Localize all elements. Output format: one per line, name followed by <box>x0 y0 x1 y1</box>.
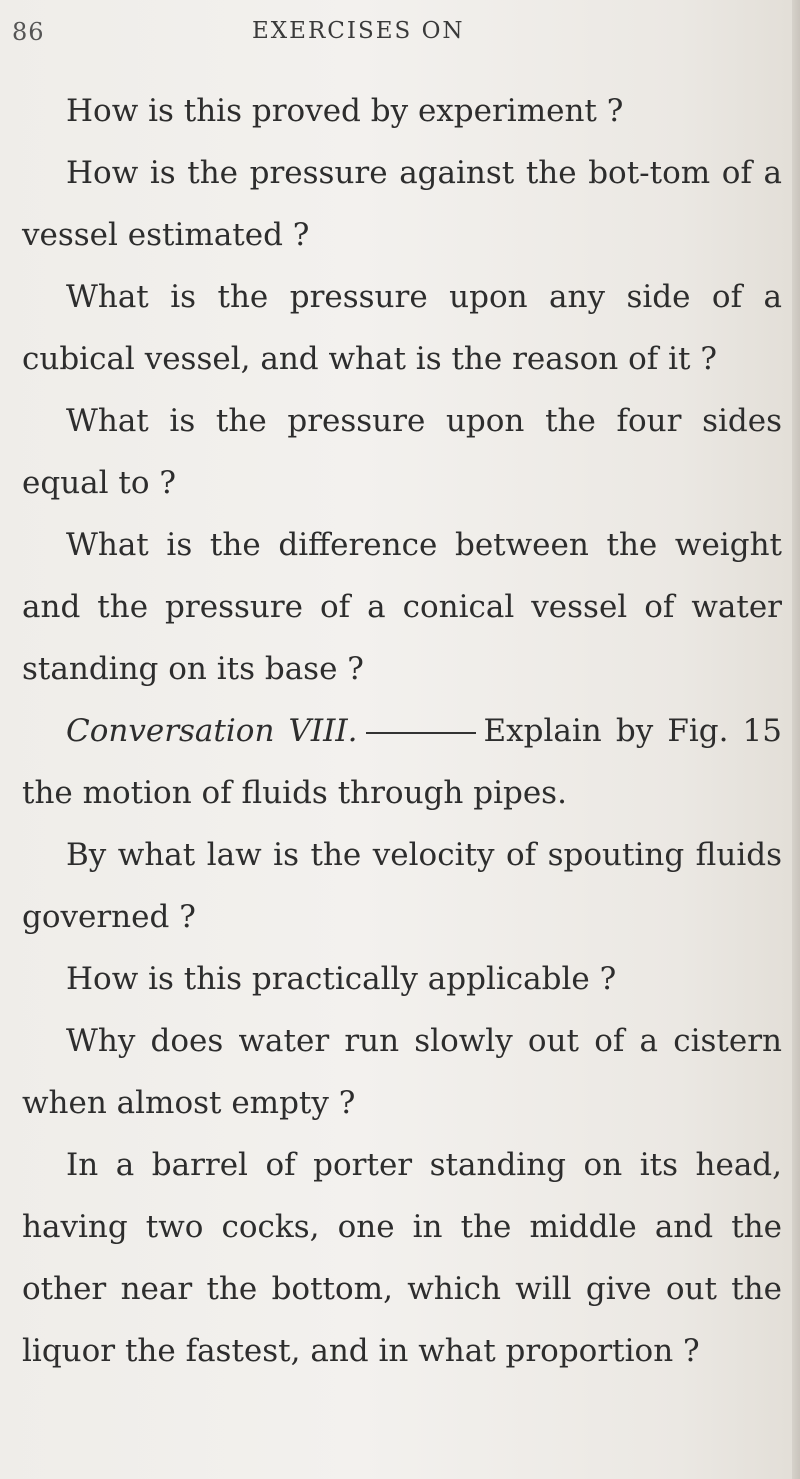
running-head <box>12 18 712 50</box>
page-content <box>22 80 782 1382</box>
question-paragraph: What is the difference between the weight and the pressure of a conical vessel of water standing on its base ? <box>22 527 782 687</box>
question-paragraph: In a barrel of porter standing on its head, having two cocks, one in the middle and the other near the bottom, which will give out the liquor the fastest, and in what proportion ? <box>22 1147 782 1369</box>
question-paragraph: How is the pressure against the bot-tom of a vessel estimated ? <box>22 155 782 253</box>
question-paragraph: What is the pressure upon the four sides equal to ? <box>22 403 782 501</box>
page-number: 86 <box>12 18 45 46</box>
page-edge <box>792 0 800 1479</box>
question-paragraph: What is the pressure upon any side of a cubical vessel, and what is the reason of it ? <box>22 279 782 377</box>
question-paragraph: How is this practically applicable ? <box>66 961 617 997</box>
em-dash-rule <box>366 732 476 734</box>
conversation-heading: Conversation VIII. <box>66 713 358 749</box>
question-paragraph: By what law is the velocity of spouting fluids governed ? <box>22 837 782 935</box>
question-paragraph: How is this proved by experiment ? <box>66 93 624 129</box>
conversation-paragraph <box>22 700 782 824</box>
conversation-text: Explain by Fig. 15 the motion of fluids through pipes. <box>22 713 782 811</box>
running-title: EXERCISES ON <box>252 18 465 44</box>
question-paragraph: Why does water run slowly out of a cistern when almost empty ? <box>22 1023 782 1121</box>
